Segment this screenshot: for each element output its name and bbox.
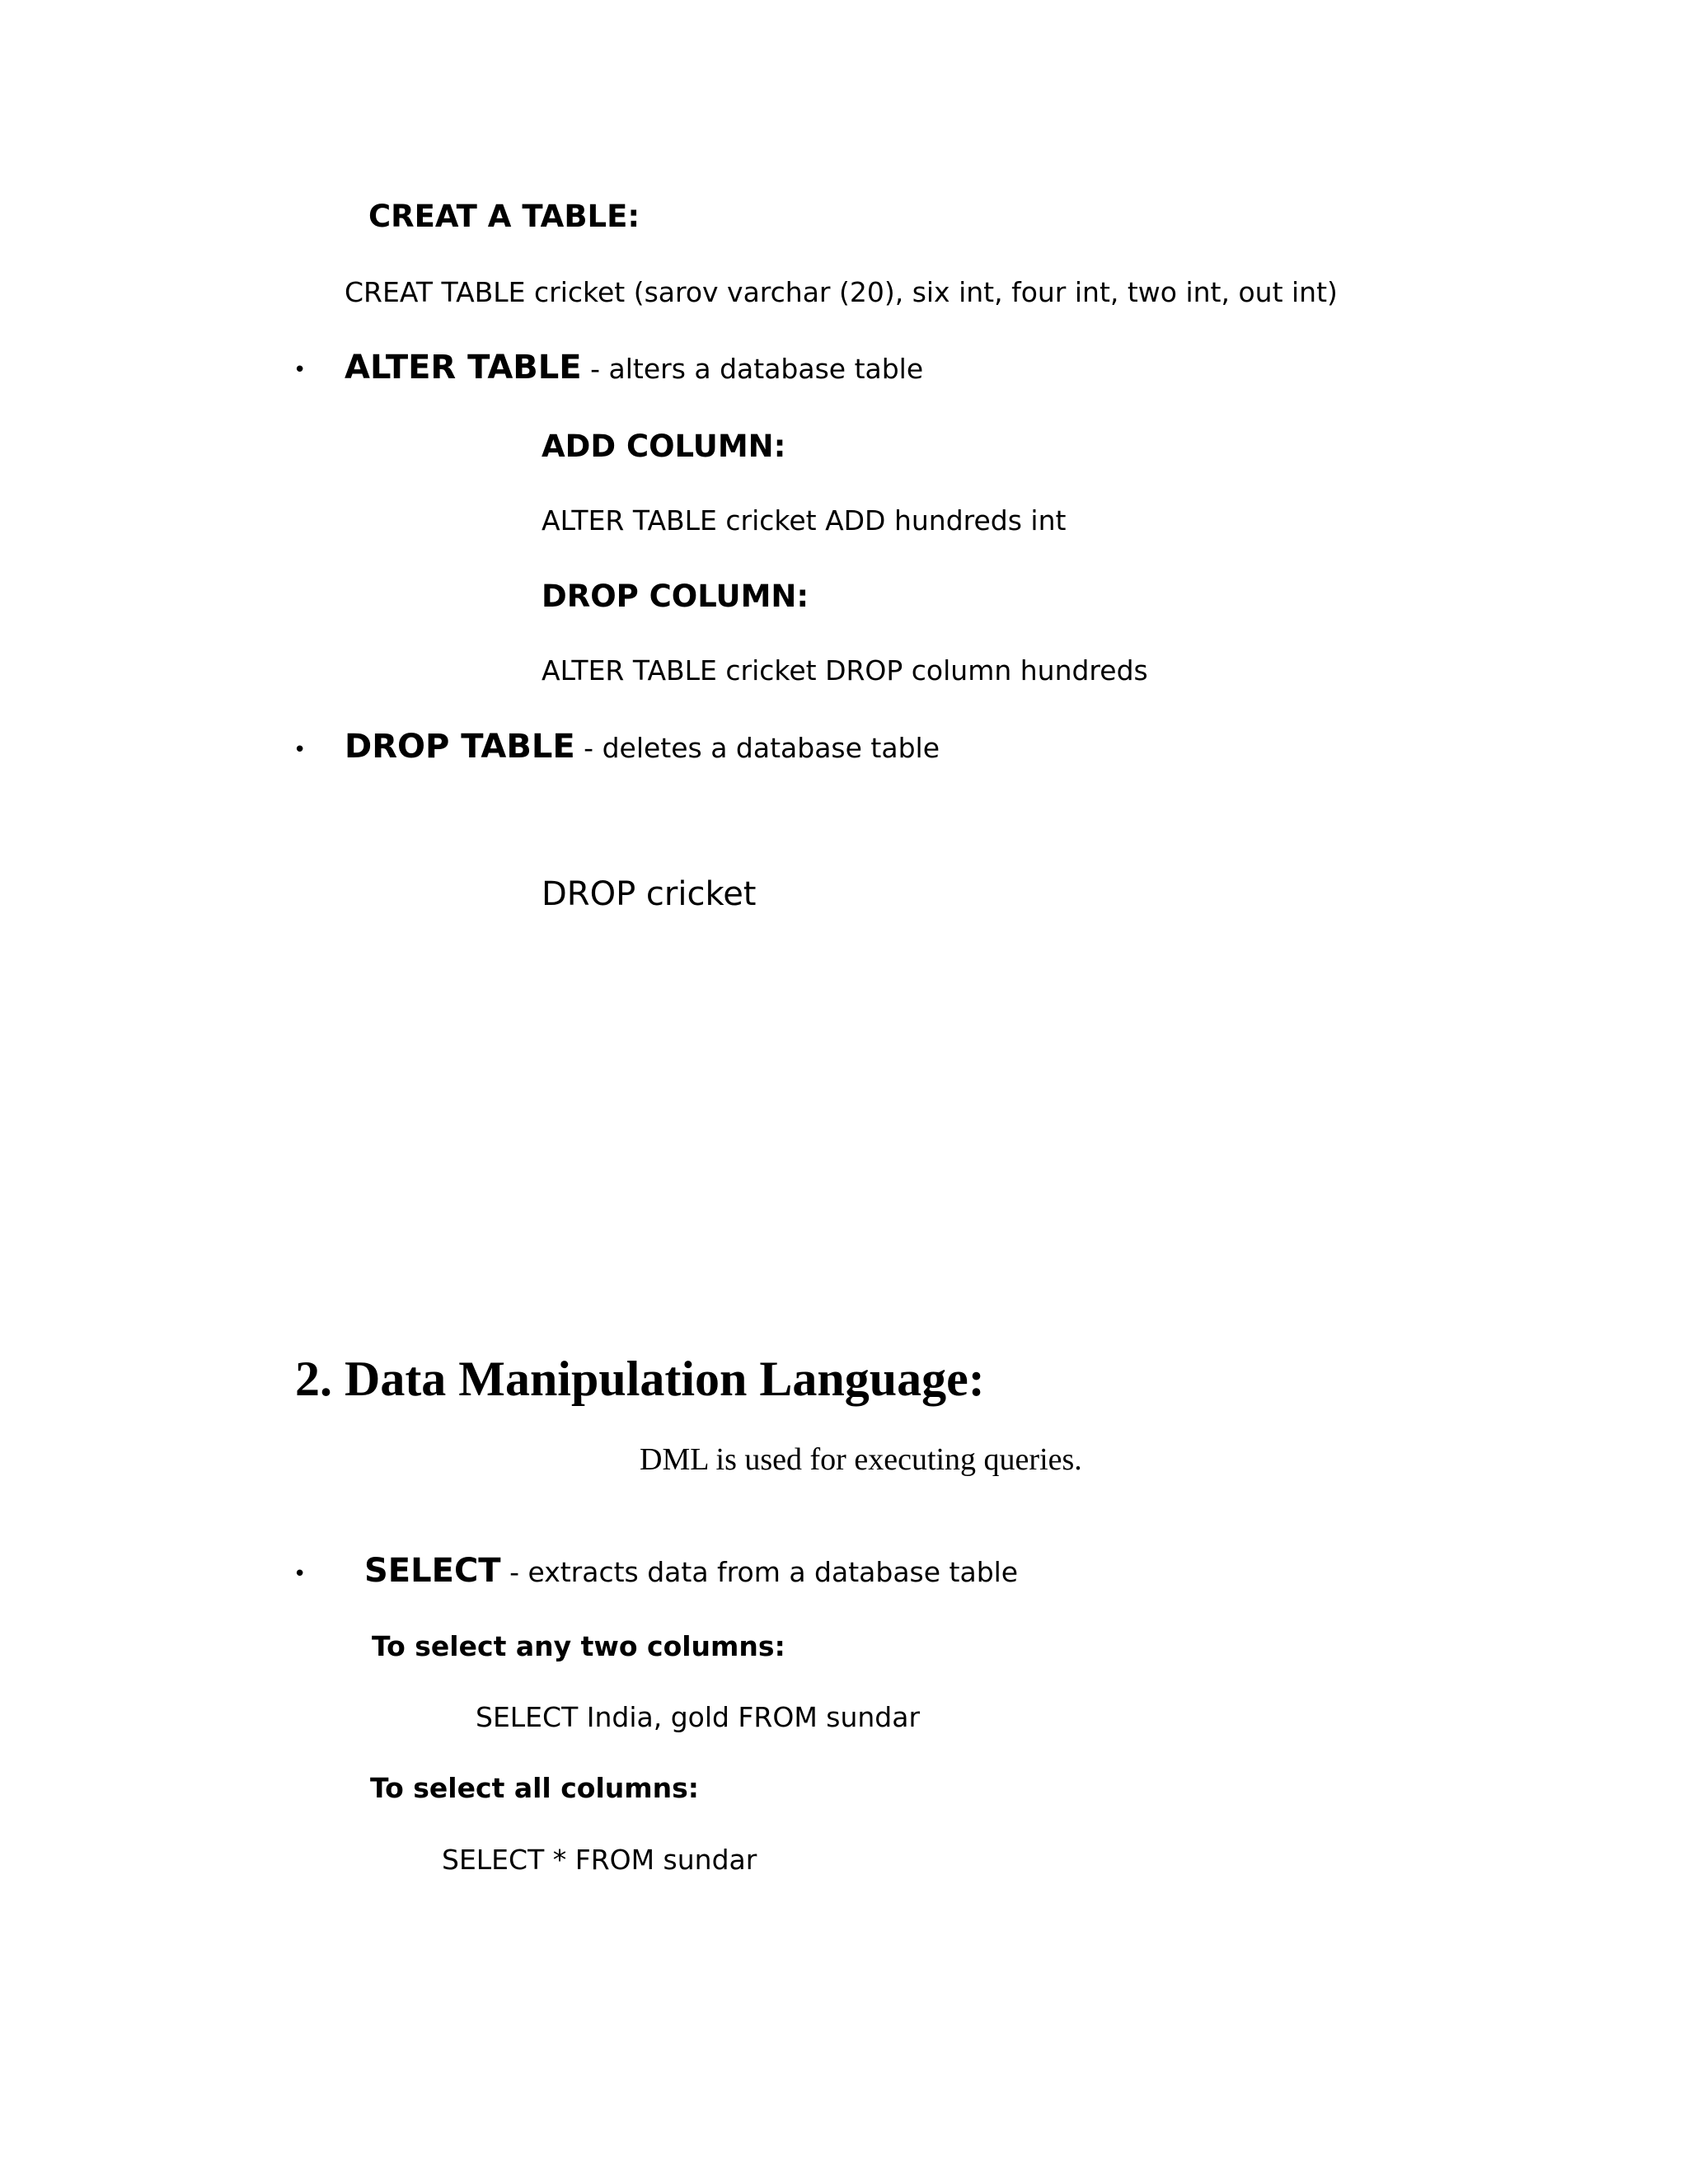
select-all-columns-statement: SELECT * FROM sundar: [442, 1844, 757, 1876]
drop-table-bullet: •: [293, 738, 307, 762]
drop-column-statement: ALTER TABLE cricket DROP column hundreds: [542, 654, 1148, 687]
alter-table-desc: - alters a database table: [581, 353, 924, 385]
drop-table-desc: - deletes a database table: [574, 732, 940, 764]
drop-table-statement: DROP cricket: [542, 875, 757, 913]
select-term: SELECT: [364, 1552, 501, 1590]
select-bullet: •: [293, 1562, 307, 1586]
add-column-heading: ADD COLUMN:: [542, 429, 786, 464]
create-table-statement: CREAT TABLE cricket (sarov varchar (20), six int, four int, two int, out int): [345, 276, 1338, 308]
add-column-statement: ALTER TABLE cricket ADD hundreds int: [542, 504, 1067, 537]
alter-table-bullet: •: [293, 358, 307, 382]
dml-intro: DML is used for executing queries.: [640, 1442, 1082, 1477]
drop-table-item: [345, 728, 940, 766]
alter-table-item: [345, 349, 924, 387]
select-all-columns-heading: To select all columns:: [370, 1772, 699, 1804]
alter-table-term: ALTER TABLE: [345, 349, 582, 387]
select-two-columns-statement: SELECT India, gold FROM sundar: [476, 1701, 921, 1733]
select-item: [364, 1552, 1019, 1590]
drop-table-term: DROP TABLE: [345, 728, 575, 766]
dml-section-title: 2. Data Manipulation Language:: [295, 1352, 985, 1406]
select-desc: - extracts data from a database table: [500, 1556, 1019, 1588]
select-two-columns-heading: To select any two columns:: [372, 1630, 785, 1662]
create-table-heading: CREAT A TABLE:: [368, 199, 640, 234]
drop-column-heading: DROP COLUMN:: [542, 579, 809, 614]
